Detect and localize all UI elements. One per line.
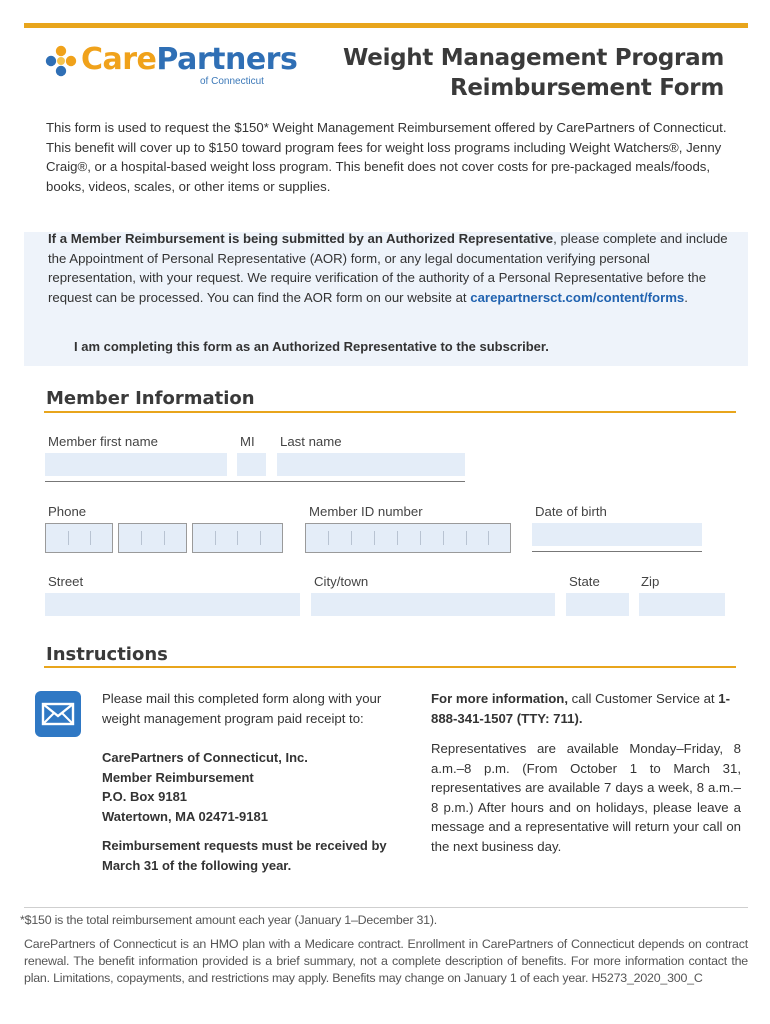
mailing-address: CarePartners of Connecticut, Inc. Member Reimbursement P.O. Box 9181 Watertown, MA 02471-9181 <box>102 750 308 824</box>
city-label: City/town <box>314 574 369 589</box>
first-name-label: Member first name <box>48 434 158 449</box>
mail-instructions: Please mail this completed form along with your weight management program paid receipt to: <box>102 691 382 726</box>
logo-mark-icon <box>44 44 78 78</box>
mi-field[interactable] <box>237 453 266 476</box>
street-label: Street <box>48 574 84 589</box>
phone-label: Phone <box>48 504 87 519</box>
customer-service-phone[interactable]: 1-888-341-1507 (TTY: 711). <box>431 691 730 726</box>
state-label: State <box>569 574 600 589</box>
street-field[interactable] <box>45 593 300 616</box>
dob-label: Date of birth <box>535 504 607 519</box>
footnote: *$150 is the total reimbursement amount each year (January 1–December 31). <box>20 913 438 927</box>
aor-form-link[interactable]: carepartnersct.com/content/forms <box>470 289 685 305</box>
phone-area-code-field[interactable] <box>45 523 113 553</box>
zip-field[interactable] <box>639 593 725 616</box>
state-field[interactable] <box>566 593 629 616</box>
phone-prefix-field[interactable] <box>118 523 187 553</box>
member-section-rule <box>44 411 736 413</box>
mi-label: MI <box>240 434 255 449</box>
carepartners-logo <box>44 42 298 90</box>
last-name-field[interactable] <box>277 453 465 476</box>
intro-paragraph: This form is used to request the $150* Weight Management Reimbursement offered by CarePartners of Connecticut. This benefit will cover up to $150 toward program fees for weight loss programs including Weight Watchers®, Jenny Craig®, or a hospital-based weight loss program. This benefit does not cover costs for pre-packaged meals/foods, books, videos, scales, or other items or supplies. <box>46 120 727 194</box>
instructions-heading: Instructions <box>46 644 168 665</box>
footer-rule <box>24 907 748 908</box>
member-information-heading: Member Information <box>46 388 255 409</box>
dob-underline <box>532 551 702 552</box>
zip-label: Zip <box>641 574 660 589</box>
aor-notice-text: If a Member Reimbursement is being submitted by an Authorized Representative, please complete and include the Appointment of Personal Representative (AOR) form, or any legal documentation verifying personal representation, with your request. We require verification of the authority of a Personal Representative before the request can be processed. You can find the AOR form on our website at carepartnersct.com/content/forms. <box>48 231 728 305</box>
city-field[interactable] <box>311 593 555 616</box>
logo-subtitle: of Connecticut <box>200 76 264 87</box>
last-name-label: Last name <box>280 434 342 449</box>
mail-icon <box>35 691 81 737</box>
dob-field[interactable] <box>532 523 702 546</box>
logo-wordmark: CarePartners <box>81 42 298 77</box>
disclaimer: CarePartners of Connecticut is an HMO plan with a Medicare contract. Enrollment in CarePartners of Connecticut depends on contract renewal. The benefit information provided is a brief summary, not a complete description of benefits. For more information contact the plan. Limitations, copayments, and restrictions may apply. Benefits may change on January 1 of each year. H5273_2020_300_C <box>24 937 748 985</box>
member-id-label: Member ID number <box>309 504 423 519</box>
authorized-representative-checkbox-label[interactable]: I am completing this form as an Authorized Representative to the subscriber. <box>74 339 549 354</box>
first-name-field[interactable] <box>45 453 227 476</box>
phone-line-field[interactable] <box>192 523 283 553</box>
representative-hours: Representatives are available Monday–Friday, 8 a.m.–8 p.m. (From October 1 to March 31, representatives are available 7 days a week, 8 a.m.–8 p.m.) After hours and on holidays, please leave a message and a representative will return your call on the next business day. <box>431 741 741 854</box>
name-underline <box>45 481 465 482</box>
submission-deadline: Reimbursement requests must be received by March 31 of the following year. <box>102 838 387 873</box>
form-title: Weight Management Program Reimbursement Form <box>343 45 724 101</box>
customer-service-info: For more information, call Customer Service at 1-888-341-1507 (TTY: 711). <box>431 691 730 726</box>
instructions-section-rule <box>44 666 736 668</box>
member-id-field[interactable] <box>305 523 511 553</box>
